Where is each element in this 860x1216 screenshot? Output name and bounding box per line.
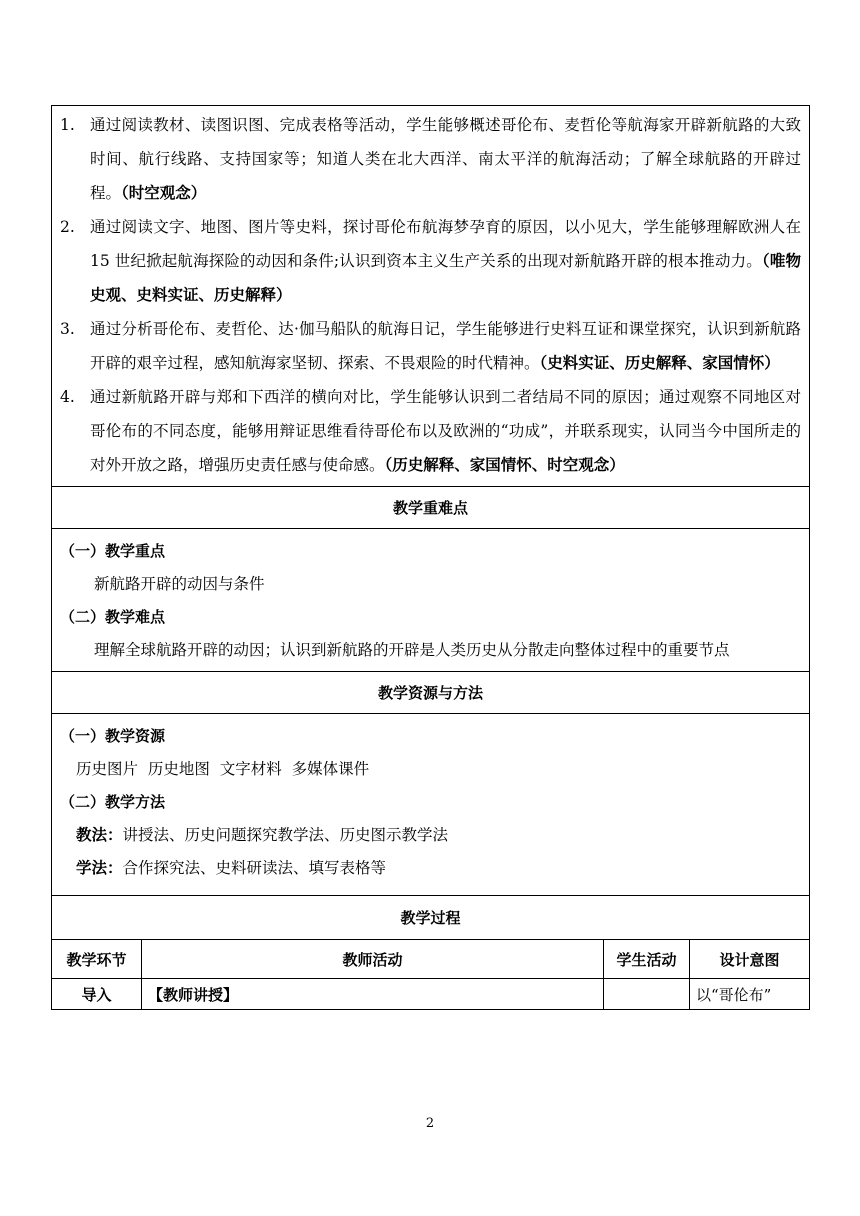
learning-method-text: 合作探究法、史料研读法、填写表格等 <box>122 859 387 877</box>
resources-text: 历史图片 历史地图 文字材料 多媒体课件 <box>76 760 370 778</box>
objective-item <box>60 312 801 380</box>
stage-cell: 导入 <box>52 979 142 1010</box>
objective-text: 通过阅读教材、读图识图、完成表格等活动，学生能够概述哥伦布、麦哲伦等航海家开辟新航路的大致时间、航行线路、支持国家等；知道人类在北大西洋、南太平洋的航海活动；了解全球航路的开辟过程。 <box>90 116 801 202</box>
objective-number: 3. <box>60 320 75 338</box>
objective-text: 通过新航路开辟与郑和下西洋的横向对比，学生能够认识到二者结局不同的原因；通过观察不同地区对哥伦布的不同态度，能够用辩证思维看待哥伦布以及欧洲的“功成”，并联系现实，认同当今中国所走的对外开放之路，增强历史责任感与使命感。 <box>90 388 801 474</box>
learning-method <box>60 852 801 885</box>
lesson-plan-table <box>51 105 810 1010</box>
column-header-student: 学生活动 <box>604 940 690 979</box>
objectives-cell <box>52 106 810 487</box>
column-header-teacher: 教师活动 <box>142 940 604 979</box>
page-number: 2 <box>425 1116 435 1131</box>
difficulty-text: 理解全球航路开辟的动因；认识到新航路的开辟是人类历史从分散走向整体过程中的重要节点 <box>94 641 730 659</box>
key-points-heading: 教学重难点 <box>52 487 810 529</box>
focus-heading: （一）教学重点 <box>60 542 166 560</box>
objective-text: 通过分析哥伦布、麦哲伦、达·伽马船队的航海日记，学生能够进行史料互证和课堂探究，认识到新航路开辟的艰辛过程，感知航海家坚韧、探索、不畏艰险的时代精神。 <box>90 320 801 372</box>
objective-item <box>60 210 801 312</box>
teaching-method <box>60 819 801 852</box>
focus-text: 新航路开辟的动因与条件 <box>94 575 265 593</box>
column-header-stage: 教学环节 <box>52 940 142 979</box>
teacher-activity-cell: 【教师讲授】 <box>142 979 604 1010</box>
objective-number: 4. <box>60 388 75 406</box>
learning-method-label: 学法： <box>76 859 123 877</box>
teaching-method-text: 讲授法、历史问题探究教学法、历史图示教学法 <box>122 826 449 844</box>
student-activity-cell <box>604 979 690 1010</box>
objective-tag: （历史解释、家国情怀、时空观念） <box>384 456 625 474</box>
objective-number: 2. <box>60 218 75 236</box>
resources-subheading: （一）教学资源 <box>60 727 166 745</box>
key-points-body <box>52 529 810 672</box>
column-header-intent: 设计意图 <box>690 940 810 979</box>
objective-item <box>60 108 801 210</box>
process-heading: 教学过程 <box>52 896 810 940</box>
objective-tag: （史料实证、历史解释、家国情怀） <box>539 354 780 372</box>
resources-body <box>52 714 810 896</box>
table-row <box>52 979 810 1010</box>
methods-subheading: （二）教学方法 <box>60 793 166 811</box>
objective-text: 通过阅读文字、地图、图片等史料，探讨哥伦布航海梦孕育的原因，以小见大，学生能够理解欧洲人在 15 世纪掀起航海探险的动因和条件;认识到资本主义生产关系的出现对新航路开辟的根本推动力。 <box>90 218 801 270</box>
design-intent-cell: 以“哥伦布” <box>690 979 810 1010</box>
difficulty-heading: （二）教学难点 <box>60 608 166 626</box>
resources-heading: 教学资源与方法 <box>52 672 810 714</box>
objective-item <box>60 380 801 482</box>
teaching-method-label: 教法： <box>76 826 123 844</box>
objective-tag: （时空观念） <box>121 184 207 202</box>
objective-number: 1. <box>60 116 75 134</box>
objective-tag: （唯物史观、史料实证、历史解释） <box>90 252 801 304</box>
